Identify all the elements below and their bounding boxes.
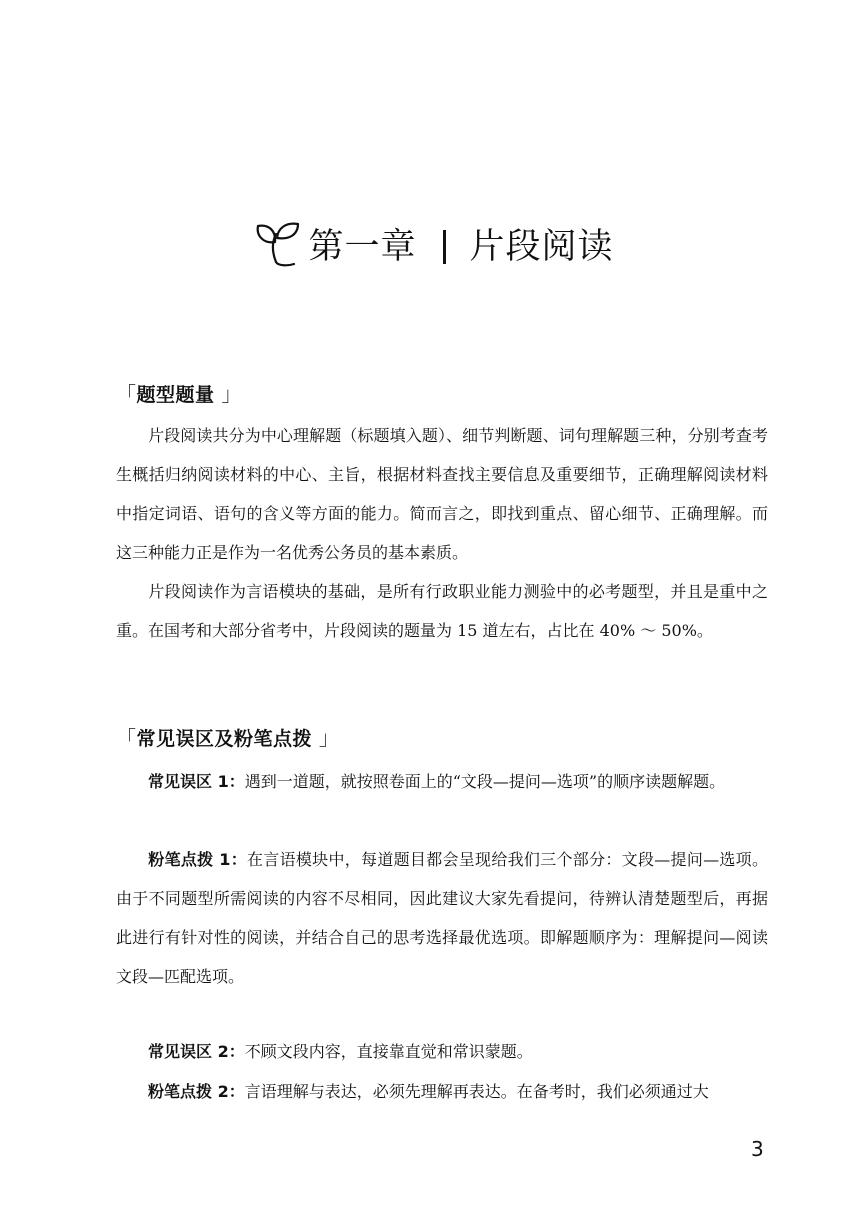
chapter-heading-row — [308, 226, 614, 267]
section-heading-question-types: 「题型题量 」 — [116, 382, 242, 406]
item-lead: 粉笔点拨 1： — [148, 850, 248, 869]
section-heading-text: 题型题量 — [136, 384, 215, 406]
paragraph-text: 片段阅读作为言语模块的基础，是所有行政职业能力测验中的必考题型，并且是重中之重。在国考和大部分省考中，片段阅读的题量为 15 道左右，占比在 40% ～ 50%。 — [116, 582, 768, 640]
item-text: 遇到一道题，就按照卷面上的“文段—提问—选项”的顺序读题解题。 — [244, 772, 726, 791]
paragraph — [116, 416, 768, 572]
misconception-item — [116, 762, 768, 801]
chapter-divider — [443, 230, 446, 264]
section-heading-misconceptions: 「常见误区及粉笔点拨 」 — [116, 726, 340, 750]
page-number: 3 — [751, 1137, 764, 1161]
item-text: 言语理解与表达，必须先理解再表达。在备考时，我们必须通过大 — [244, 1082, 709, 1101]
sprout-icon — [254, 218, 306, 268]
chapter-number: 第一章 — [308, 226, 417, 267]
paragraph — [116, 572, 768, 650]
item-lead: 常见误区 2： — [148, 1042, 245, 1061]
misconception-item — [116, 1032, 768, 1071]
paragraph-text: 片段阅读共分为中心理解题（标题填入题）、细节判断题、词句理解题三种，分别考查考生概括归纳阅读材料的中心、主旨，根据材料查找主要信息及重要细节，正确理解阅读材料中指定词语、语句的含义等方面的能力。简而言之，即找到重点、留心细节、正确理解。而这三种能力正是作为一名优秀公务员的基本素质。 — [116, 426, 768, 562]
chapter-title — [0, 226, 868, 268]
item-text: 不顾文段内容，直接靠直觉和常识蒙题。 — [244, 1042, 533, 1061]
chapter-name: 片段阅读 — [469, 226, 614, 267]
tip-item — [116, 840, 768, 996]
item-lead: 粉笔点拨 2： — [148, 1082, 245, 1101]
section-heading-text: 常见误区及粉笔点拨 — [136, 728, 313, 750]
item-lead: 常见误区 1： — [148, 772, 245, 791]
item-text: 在言语模块中，每道题目都会呈现给我们三个部分：文段—提问—选项。由于不同题型所需阅读的内容不尽相同，因此建议大家先看提问，待辨认清楚题型后，再据此进行有针对性的阅读，并结合自己的思考选择最优选项。即解题顺序为：理解提问—阅读文段—匹配选项。 — [116, 850, 768, 986]
tip-item — [116, 1072, 768, 1111]
